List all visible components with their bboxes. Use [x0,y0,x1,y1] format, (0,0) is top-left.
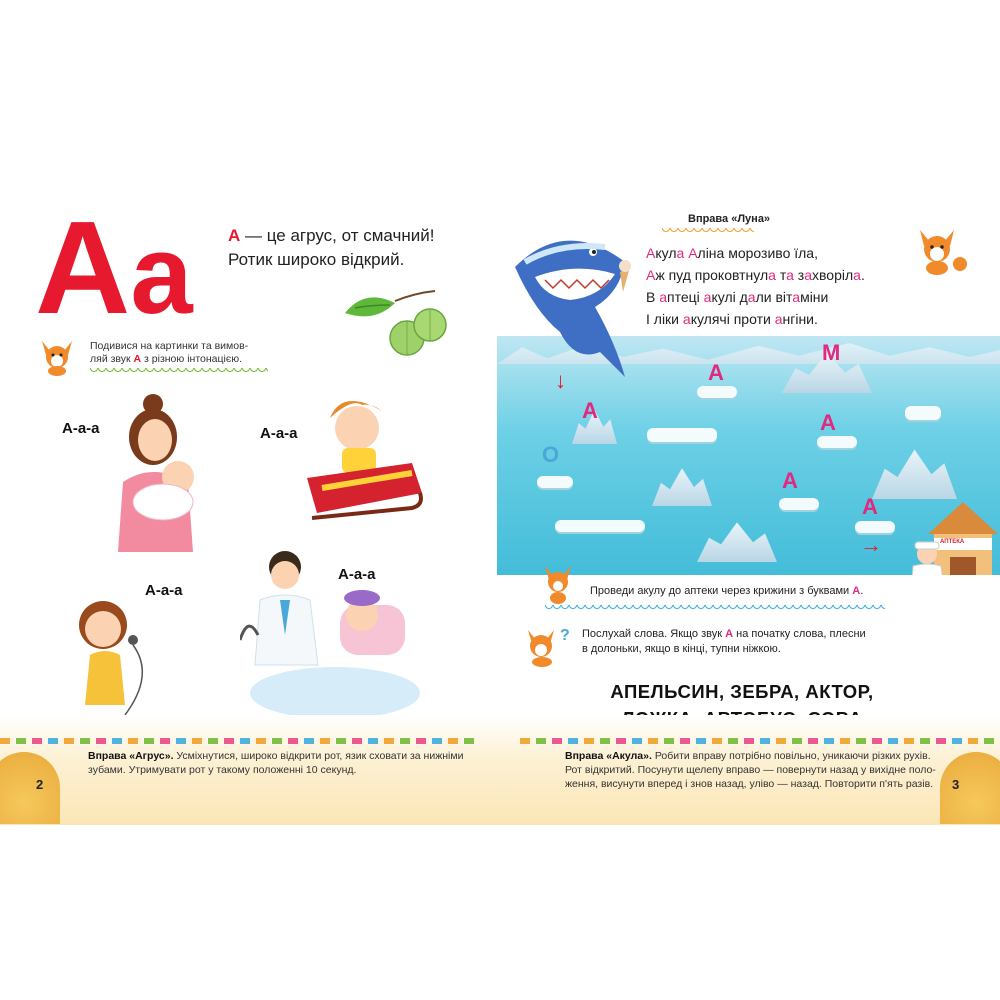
fox-icon [36,335,78,377]
maze-letter: А [820,410,836,435]
dashed-divider [0,738,480,744]
pharmacy-sign: АПТЕКА [940,539,965,545]
page-number: 3 [952,777,960,792]
sound-label: А-а-а [260,425,298,442]
shark-illustration [505,222,655,382]
ice-floe [697,386,737,398]
maze-letter: М [822,340,841,365]
iceberg [697,518,777,562]
wavy-divider [545,605,885,610]
maze-caption: Проведи акулу до аптеки через крижини з буквами А. [590,585,864,597]
fox-icon [912,222,970,280]
dashed-divider [520,738,1000,744]
doctor-patient-illustration [240,545,420,720]
wavy-divider [662,228,754,233]
right-poem [646,242,865,330]
maze-letter: А [582,398,598,423]
maze-letter: А [862,494,878,519]
sound-label: А-а-а [145,582,183,599]
big-letter-a: Аа [35,194,193,341]
ice-floe [647,428,717,442]
hay-decoration [940,752,1000,824]
ice-floe [555,520,645,532]
page-number: 2 [36,777,44,792]
iceberg [872,444,957,499]
wavy-divider [90,368,268,374]
exercise-title: Вправа «Луна» [688,213,771,225]
left-exercise-note: Вправа «Агрус». Усміхнутися, широко відкрити рот, язик сховати за нижніми зубами. Утримувати рот у такому положенні 10 секунд. [88,750,464,776]
singing-girl-illustration [65,595,160,720]
poem-line: Аж пуд проковтнула та захворіла. [646,267,865,283]
word-list-line: АПЕЛЬСИН, ЗЕБРА, АКТОР, [610,681,874,702]
sound-label: А-а-а [62,420,100,437]
start-arrow-icon: ↓ [555,368,566,393]
maze-letter: О [542,442,560,467]
sled-child-illustration [302,393,427,533]
finish-arrow-icon: → [860,532,882,557]
maze-letter: А [782,468,798,493]
mother-baby-illustration [108,392,208,552]
poem-line: І ліки акулячі проти ангіни. [646,311,818,327]
iceberg [652,464,712,506]
ice-floe [905,406,941,420]
gooseberry-illustration [335,283,455,363]
ice-floe [537,476,573,488]
poem-line: В аптеці акулі дали вітаміни [646,289,829,305]
fox-question-icon [522,622,574,668]
left-poem [228,224,434,272]
ice-floe [817,436,857,448]
ice-floe [779,498,819,510]
poem-line: А — це агрус, от смачний! [228,226,435,245]
listen-instruction: Послухай слова. Якщо звук А на початку слова, плесни в долоньки, якщо в кінці, тупни ніжкою. [582,628,866,655]
svg-text:?: ? [560,627,570,644]
left-instruction: Подивися на картинки та вимов- ляй звук А з різною інтонацією. [90,340,249,365]
poem-line: Ротик широко відкрий. [228,250,405,269]
fox-icon [540,560,578,606]
right-exercise-note: Вправа «Акула». Робити вправу потрібно повільно, уникаючи різких рухів. Рот відкритий. Посунути щелепу вправо — повернути назад у вихідне поло- ження, висунути вперед і знов назад, уліво — назад. Повторити п'ять разів. [565,750,936,790]
maze-letter: А [708,360,724,385]
poem-line: Акула Аліна морозиво їла, [646,245,818,261]
sound-label: А-а-а [338,566,376,583]
